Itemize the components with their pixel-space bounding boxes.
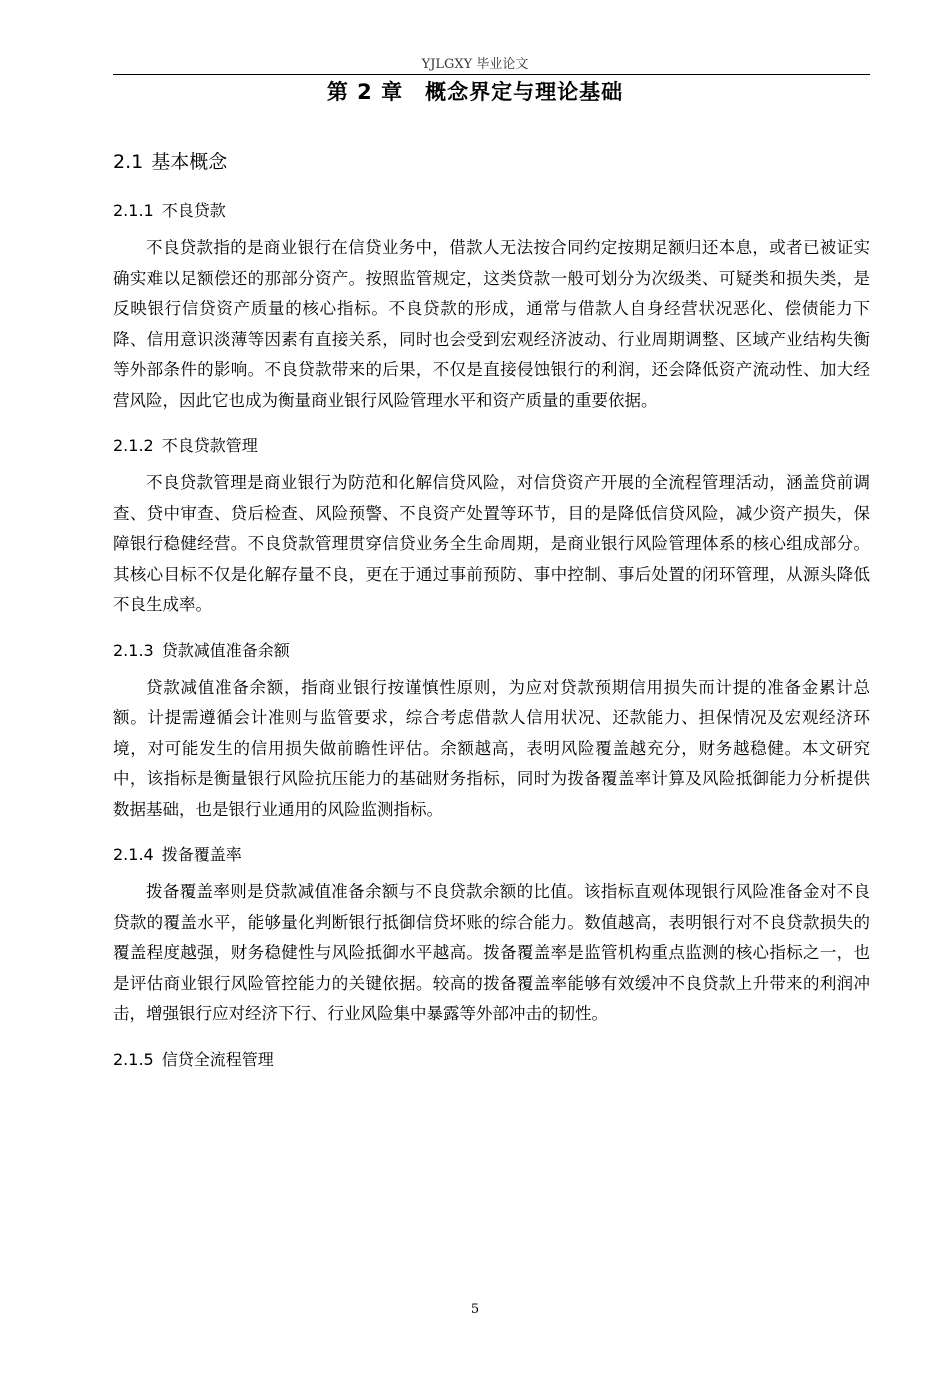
subsection-number: 2.1.4 bbox=[113, 845, 154, 864]
subsection-title: 不良贷款管理 bbox=[161, 436, 258, 455]
subsection-title: 贷款减值准备余额 bbox=[161, 640, 290, 660]
subsection-title: 信贷全流程管理 bbox=[161, 1049, 274, 1069]
page-number: 5 bbox=[470, 1302, 480, 1317]
subsection-title: 不良贷款 bbox=[161, 201, 226, 220]
subsection-heading-2-1-3 bbox=[113, 637, 870, 665]
subsection-heading-2-1-1 bbox=[113, 197, 870, 225]
chapter-title: 第 2 章 概念界定与理论基础 bbox=[326, 80, 624, 104]
subsection-number: 2.1.5 bbox=[113, 1049, 154, 1069]
section-number: 2.1 bbox=[113, 151, 144, 173]
subsection-heading-2-1-4 bbox=[113, 841, 870, 869]
paragraph-2-1-4: 拨备覆盖率则是贷款减值准备余额与不良贷款余额的比值。该指标直观体现银行风险准备金对不良贷款的覆盖水平，能够量化判断银行抵御信贷坏账的综合能力。数值越高，表明银行对不良贷款损失的覆盖程度越强，财务稳健性与风险抵御水平越高。拨备覆盖率是监管机构重点监测的核心指标之一，也是评估商业银行风险管控能力的关键依据。较高的拨备覆盖率能够有效缓冲不良贷款上升带来的利润冲击，增强银行应对经济下行、行业风险集中暴露等外部冲击的韧性。 bbox=[113, 882, 870, 1023]
subsection-number: 2.1.3 bbox=[113, 640, 154, 660]
subsection-title: 拨备覆盖率 bbox=[161, 845, 242, 864]
section-heading bbox=[113, 145, 870, 179]
subsection-heading-2-1-2 bbox=[113, 432, 870, 460]
subsection-number: 2.1.1 bbox=[113, 201, 154, 220]
section-title: 基本概念 bbox=[151, 151, 228, 173]
subsection-heading-2-1-5 bbox=[113, 1046, 870, 1074]
subsection-number: 2.1.2 bbox=[113, 436, 154, 455]
paragraph-2-1-3: 贷款减值准备余额，指商业银行按谨慎性原则，为应对贷款预期信用损失而计提的准备金累计总额。计提需遵循会计准则与监管要求，综合考虑借款人信用状况、还款能力、担保情况及宏观经济环境，对可能发生的信用损失做前瞻性评估。余额越高，表明风险覆盖越充分，财务越稳健。本文研究中，该指标是衡量银行风险抗压能力的基础财务指标，同时为拨备覆盖率计算及风险抵御能力分析提供数据基础，也是银行业通用的风险监测指标。 bbox=[113, 677, 870, 819]
document-body bbox=[113, 145, 870, 1082]
header-divider bbox=[113, 74, 870, 75]
paragraph-2-1-2: 不良贷款管理是商业银行为防范和化解信贷风险，对信贷资产开展的全流程管理活动，涵盖贷前调查、贷中审查、贷后检查、风险预警、不良资产处置等环节，目的是降低信贷风险，减少资产损失，保障银行稳健经营。不良贷款管理贯穿信贷业务全生命周期，是商业银行风险管理体系的核心组成部分。其核心目标不仅是化解存量不良，更在于通过事前预防、事中控制、事后处置的闭环管理，从源头降低不良生成率。 bbox=[113, 473, 870, 614]
running-header: YJLGXY 毕业论文 bbox=[421, 57, 529, 72]
paragraph-2-1-1: 不良贷款指的是商业银行在信贷业务中，借款人无法按合同约定按期足额归还本息，或者已被证实确实难以足额偿还的那部分资产。按照监管规定，这类贷款一般可划分为次级类、可疑类和损失类，是反映银行信贷资产质量的核心指标。不良贷款的形成，通常与借款人自身经营状况恶化、偿债能力下降、信用意识淡薄等因素有直接关系，同时也会受到宏观经济波动、行业周期调整、区域产业结构失衡等外部条件的影响。不良贷款带来的后果，不仅是直接侵蚀银行的利润，还会降低资产流动性、加大经营风险，因此它也成为衡量商业银行风险管理水平和资产质量的重要依据。 bbox=[113, 238, 870, 410]
